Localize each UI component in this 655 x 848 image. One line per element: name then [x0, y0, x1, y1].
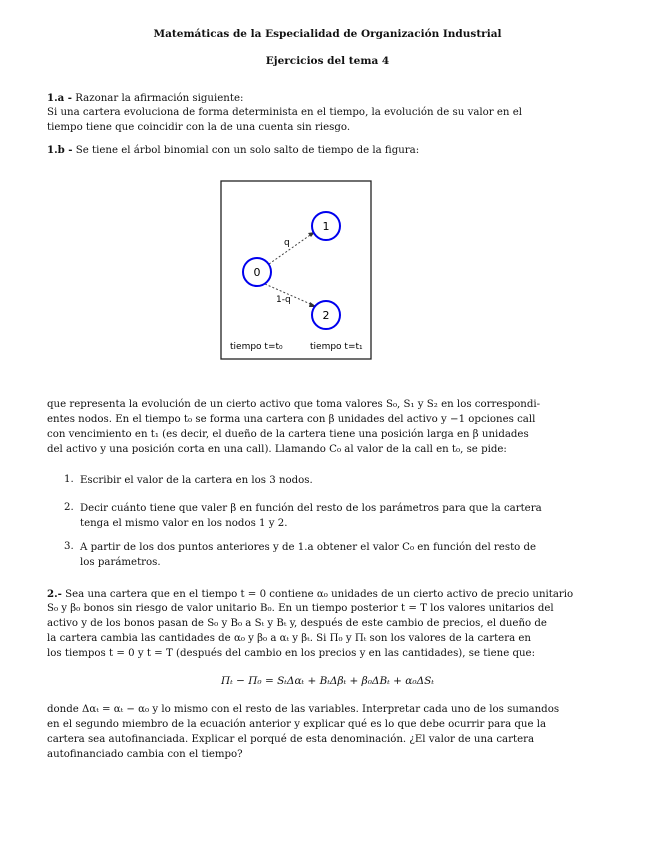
ex1a-label: 1.a - [47, 92, 73, 104]
ex2-line2: S₀ y β₀ bonos sin riesgo de valor unitario B₀. En un tiempo posterior t = T los valores unitarios del [47, 603, 554, 614]
ex2-line6: donde Δαₜ = αₜ − α₀ y lo mismo con el resto de las variables. Interpretar cada uno de los sumandos [47, 704, 560, 715]
ex2-line7: en el segundo miembro de la ecuación anterior y explicar qué es lo que debe ocurrir para que la [47, 719, 547, 730]
time-0-label: tiempo t=t₀ [230, 342, 283, 352]
document-title: Matemáticas de la Especialidad de Organización Industrial [153, 28, 502, 40]
list-item-1-line1: Escribir el valor de la cartera en los 3 nodos. [80, 475, 313, 486]
list-item-2-line2: tenga el mismo valor en los nodos 1 y 2. [80, 518, 288, 529]
ex2-line4: la cartera cambia las cantidades de α₀ y β₀ a αₜ y βₜ. Si Π₀ y Πₜ son los valores de la cartera en [47, 633, 531, 644]
ex2-line1: Sea una cartera que en el tiempo t = 0 contiene α₀ unidades de un cierto activo de precio unitario [65, 589, 574, 600]
ex2-equation: Πₜ − Π₀ = SₜΔαₜ + BₜΔβₜ + β₀ΔBₜ + α₀ΔSₜ [221, 675, 434, 687]
node-0-label: 0 [253, 266, 261, 279]
ex1b-line2: entes nodos. En el tiempo t₀ se forma una cartera con β unidades del activo y −1 opciones call [47, 414, 536, 425]
ex1a-heading-line [47, 91, 243, 107]
ex1a-line1: Si una cartera evoluciona de forma determinista en el tiempo, la evolución de su valor en el [47, 107, 523, 118]
ex2-label: 2.- [47, 588, 62, 600]
ex2-line9: autofinanciado cambia con el tiempo? [47, 749, 243, 760]
ex1a-heading: Razonar la afirmación siguiente: [75, 93, 244, 104]
ex2-line5: los tiempos t = 0 y t = T (después del cambio en los precios y en las cantidades), se tiene que: [47, 648, 536, 659]
document-subtitle: Ejercicios del tema 4 [265, 55, 390, 67]
prob-down-label: 1-q [276, 295, 291, 305]
list-item-2-line1: Decir cuánto tiene que valer β en función del resto de los parámetros para que la cartera [80, 503, 542, 514]
binomial-tree-figure [220, 180, 372, 360]
list-item-3-line1: A partir de los dos puntos anteriores y de 1.a obtener el valor C₀ en función del resto de [80, 542, 537, 553]
ex2-line8: cartera sea autofinanciada. Explicar el porqué de esta denominación. ¿El valor de una cartera [47, 734, 535, 745]
list-item-3-line2: los parámetros. [80, 557, 161, 568]
ex1b-heading: Se tiene el árbol binomial con un solo salto de tiempo de la figura: [75, 145, 420, 156]
node-1-label: 1 [322, 220, 330, 233]
ex1b-heading-line [47, 143, 419, 159]
node-2-label: 2 [322, 309, 330, 322]
ex1b-label: 1.b - [47, 144, 73, 156]
list-item-1-number: 1. [64, 474, 74, 485]
ex2-line3: activo y de los bonos pasan de S₀ y B₀ a Sₜ y Bₜ y, después de este cambio de precios, el dueño de [47, 618, 547, 629]
time-1-label: tiempo t=t₁ [310, 342, 363, 352]
list-item-3-number: 3. [64, 541, 74, 552]
ex1a-line2: tiempo tiene que coincidir con la de una cuenta sin riesgo. [47, 122, 351, 133]
ex1b-line3: con vencimiento en t₁ (es decir, el dueño de la cartera tiene una posición larga en β unidades [47, 429, 529, 440]
edge-up [269, 233, 313, 264]
prob-up-label: q [284, 238, 290, 248]
ex1b-line4: del activo y una posición corta en una call). Llamando C₀ al valor de la call en t₀, se pide: [47, 444, 507, 455]
ex1b-line1: que representa la evolución de un cierto activo que toma valores S₀, S₁ y S₂ en los correspondi- [47, 399, 541, 410]
list-item-2-number: 2. [64, 502, 74, 513]
ex2-line1-wrap [47, 587, 573, 603]
